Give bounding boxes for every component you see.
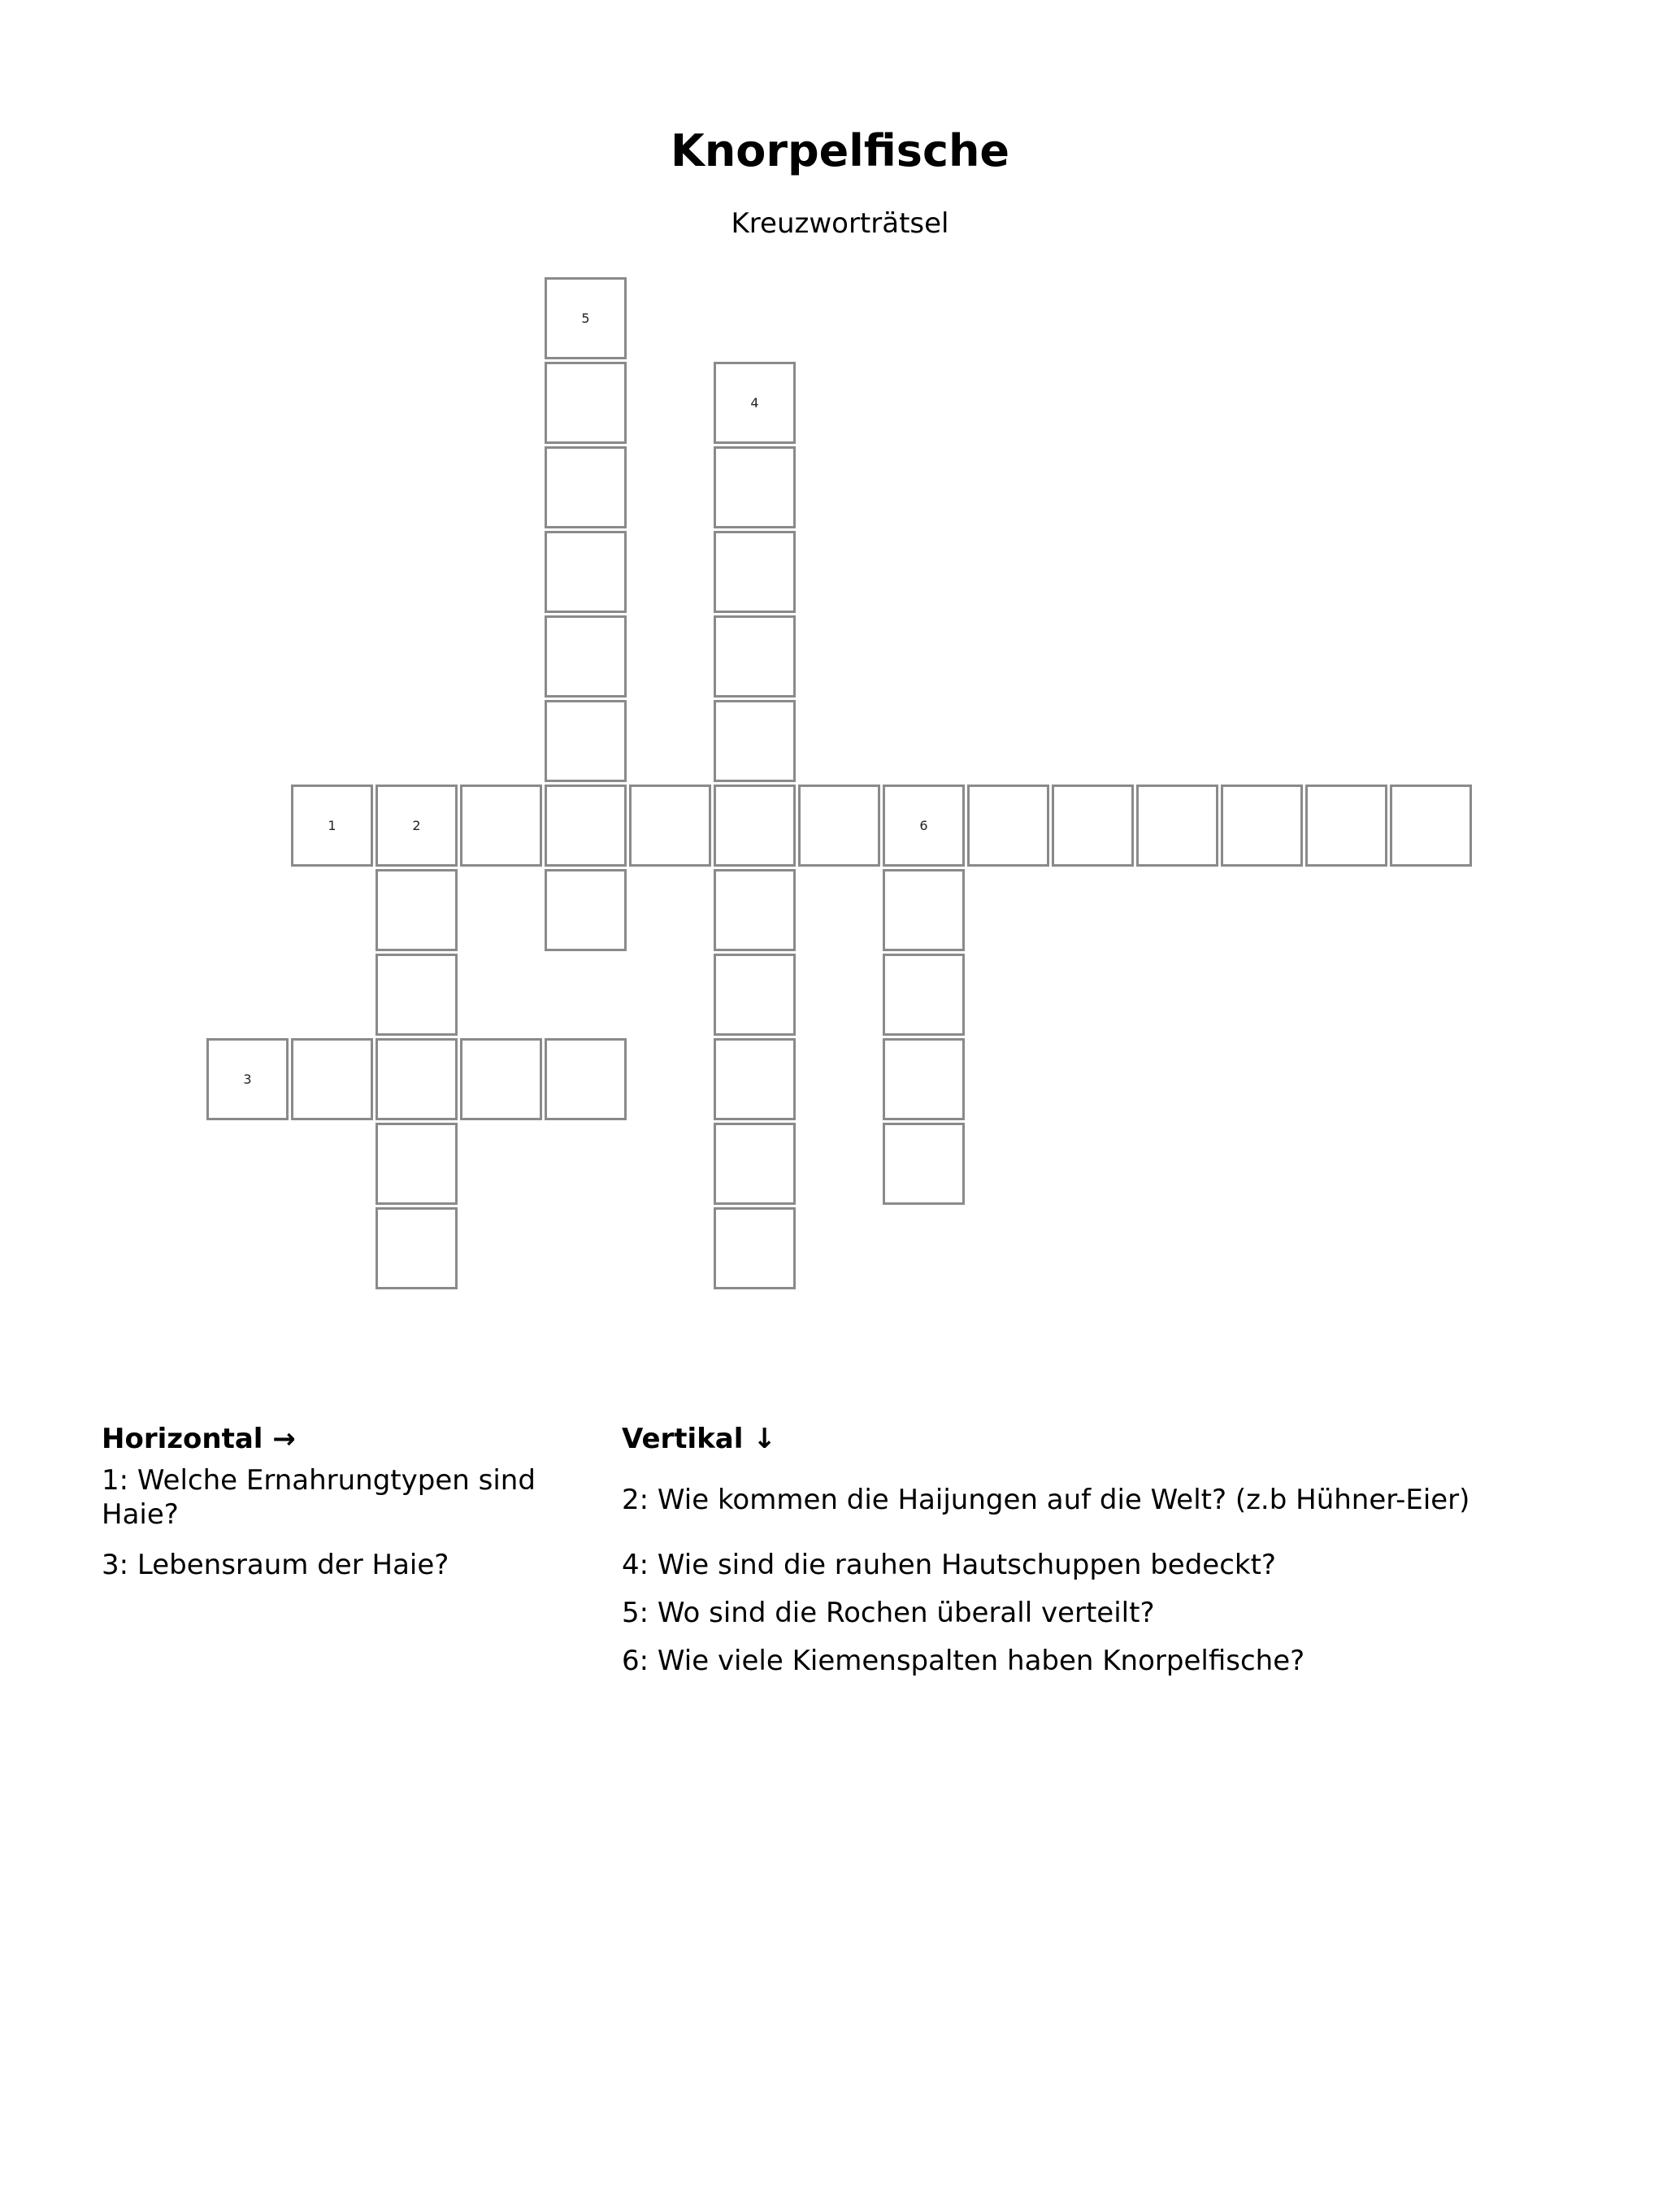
page-subtitle: Kreuzworträtsel — [731, 207, 949, 240]
crossword-cell[interactable] — [1305, 785, 1387, 867]
crossword-cell[interactable] — [714, 785, 796, 867]
clue-down-2: 2: Wie kommen die Haijungen auf die Welt? (z.b Hühner-Eier) — [622, 1484, 1470, 1516]
crossword-cell-1[interactable] — [291, 785, 373, 867]
crossword-cell[interactable] — [1390, 785, 1472, 867]
crossword-cell-2[interactable] — [376, 785, 458, 867]
crossword-cell[interactable] — [714, 869, 796, 951]
crossword-cell[interactable] — [376, 1207, 458, 1289]
crossword-cell[interactable] — [545, 615, 627, 698]
crossword-cell[interactable] — [714, 446, 796, 528]
horizontal-clues — [102, 1421, 557, 1581]
crossword-cell[interactable] — [376, 869, 458, 951]
crossword-cell[interactable] — [714, 954, 796, 1036]
clue-number: 1 — [328, 818, 336, 833]
crossword-cell[interactable] — [714, 531, 796, 613]
clue-number: 3 — [243, 1071, 252, 1087]
crossword-cell[interactable] — [545, 1038, 627, 1120]
crossword-cell[interactable] — [291, 1038, 373, 1120]
crossword-cell[interactable] — [798, 785, 880, 867]
page-title: Knorpelfische — [670, 125, 1010, 176]
clue-across-1: 1: Welche Ernahrungtypen sind Haie? — [102, 1464, 536, 1531]
crossword-cell[interactable] — [460, 785, 542, 867]
crossword-cell[interactable] — [545, 446, 627, 528]
crossword-cell[interactable] — [1052, 785, 1134, 867]
crossword-cell[interactable] — [376, 1123, 458, 1205]
crossword-cell[interactable] — [883, 1123, 965, 1205]
clue-number: 6 — [919, 818, 928, 833]
crossword-cell[interactable] — [714, 1207, 796, 1289]
crossword-cell[interactable] — [714, 700, 796, 782]
crossword-cell[interactable] — [883, 954, 965, 1036]
crossword-cell[interactable] — [545, 362, 627, 444]
clue-number: 2 — [412, 818, 421, 833]
crossword-cell-4[interactable] — [714, 362, 796, 444]
clue-number: 5 — [581, 311, 590, 326]
crossword-cell[interactable] — [1221, 785, 1303, 867]
crossword-cell[interactable] — [545, 785, 627, 867]
crossword-cell[interactable] — [714, 1038, 796, 1120]
crossword-cell[interactable] — [545, 700, 627, 782]
vertical-clues-heading: Vertikal ↓ — [622, 1423, 776, 1455]
crossword-cell[interactable] — [1136, 785, 1218, 867]
crossword-cell[interactable] — [376, 954, 458, 1036]
clue-down-4: 4: Wie sind die rauhen Hautschuppen bedeckt? — [622, 1549, 1276, 1581]
horizontal-clues-heading: Horizontal → — [102, 1423, 296, 1455]
clue-down-6: 6: Wie viele Kiemenspalten haben Knorpelfische? — [622, 1645, 1305, 1677]
clue-across-3: 3: Lebensraum der Haie? — [102, 1549, 449, 1581]
crossword-cell[interactable] — [714, 1123, 796, 1205]
crossword-cell[interactable] — [545, 869, 627, 951]
crossword-cell-5[interactable] — [545, 277, 627, 359]
crossword-cell[interactable] — [714, 615, 796, 698]
crossword-cell[interactable] — [460, 1038, 542, 1120]
crossword-cell[interactable] — [883, 1038, 965, 1120]
crossword-cell[interactable] — [967, 785, 1049, 867]
crossword-cell-6[interactable] — [883, 785, 965, 867]
clue-down-5: 5: Wo sind die Rochen überall verteilt? — [622, 1597, 1155, 1629]
vertical-clues — [622, 1421, 1597, 1677]
clue-number: 4 — [750, 395, 759, 411]
crossword-cell[interactable] — [545, 531, 627, 613]
crossword-cell-3[interactable] — [206, 1038, 289, 1120]
crossword-cell[interactable] — [883, 869, 965, 951]
crossword-cell[interactable] — [376, 1038, 458, 1120]
crossword-cell[interactable] — [629, 785, 711, 867]
